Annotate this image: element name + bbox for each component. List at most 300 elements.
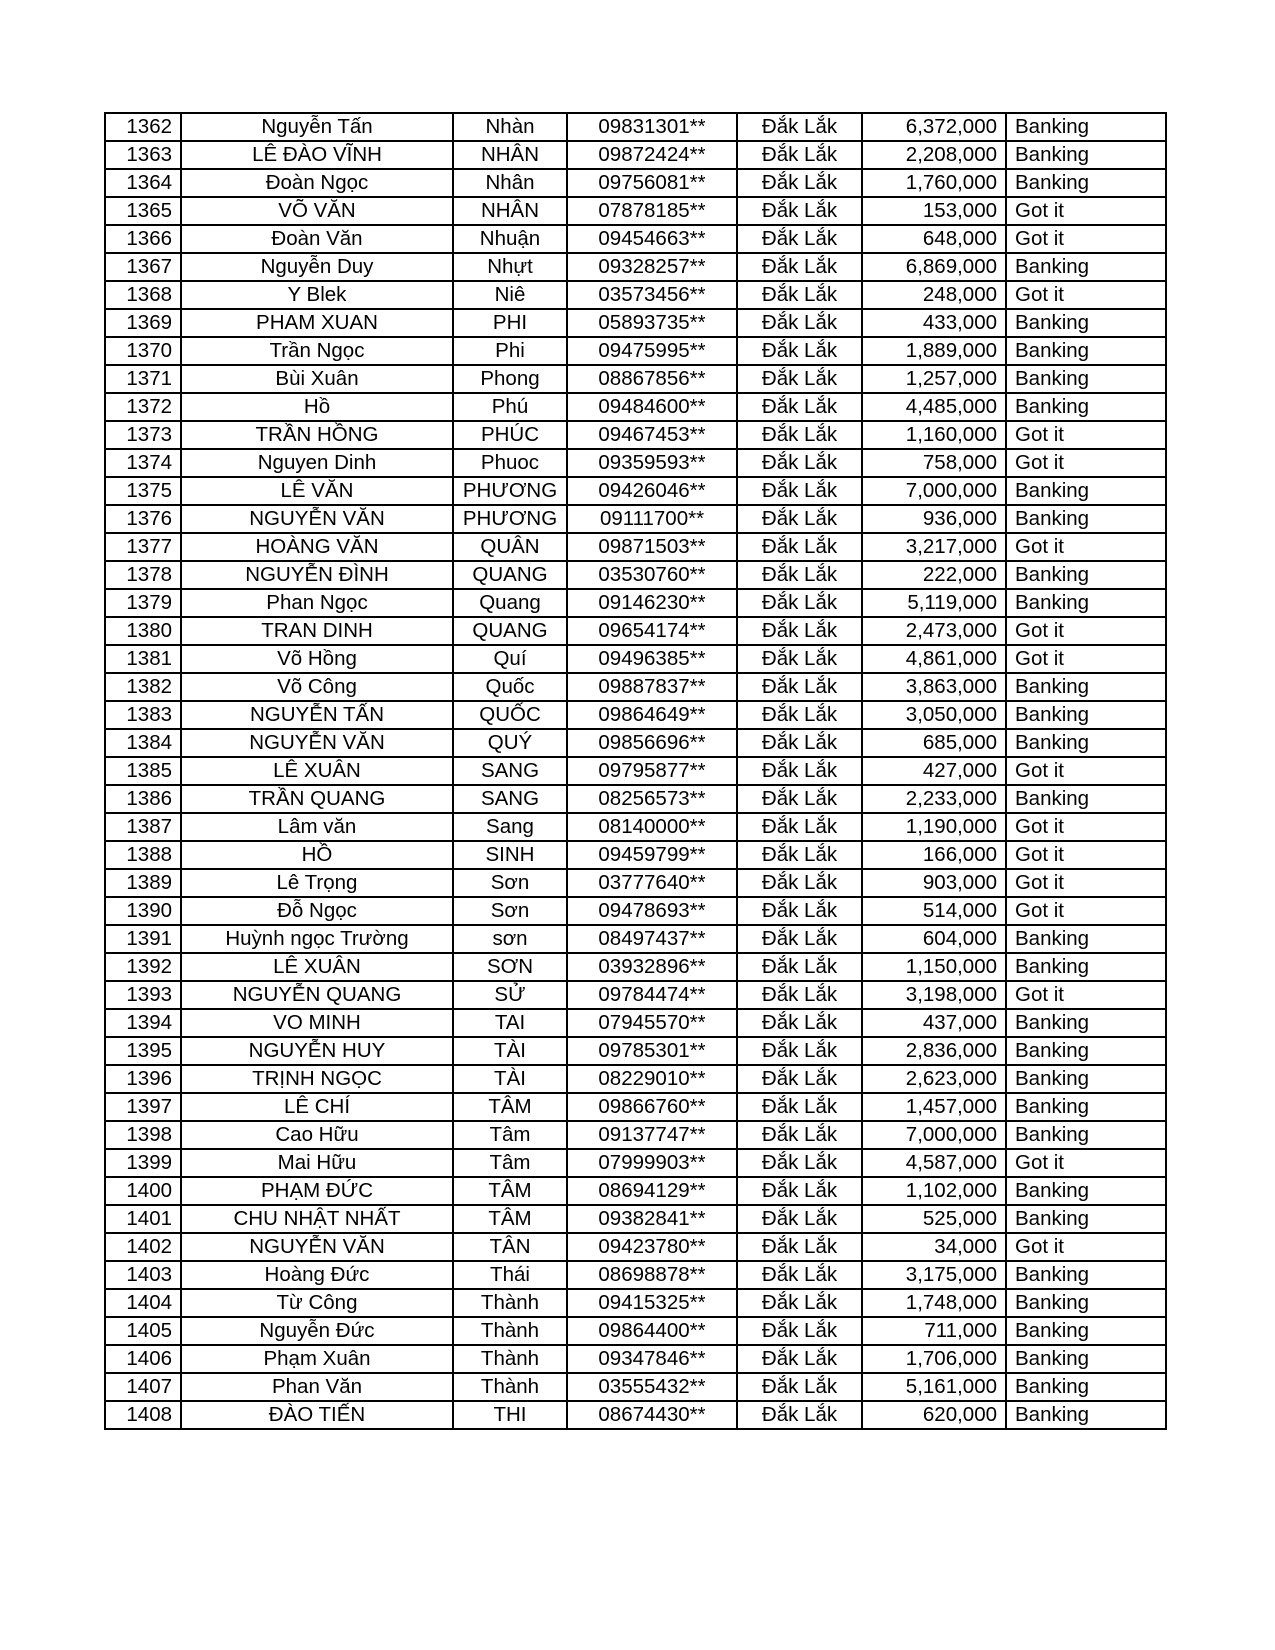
amount-cell: 758,000 <box>862 449 1006 477</box>
table-row <box>105 141 1166 169</box>
phone-number-cell: 09359593** <box>567 449 737 477</box>
table-row <box>105 1037 1166 1065</box>
amount-cell: 2,473,000 <box>862 617 1006 645</box>
phone-number-cell: 09347846** <box>567 1345 737 1373</box>
table-row <box>105 925 1166 953</box>
table-row <box>105 645 1166 673</box>
amount-cell: 1,160,000 <box>862 421 1006 449</box>
last-middle-name-cell: PHẠM ĐỨC <box>181 1177 453 1205</box>
last-middle-name-cell: Phan Ngọc <box>181 589 453 617</box>
row-number-cell: 1373 <box>105 421 181 449</box>
table-row <box>105 953 1166 981</box>
row-number-cell: 1392 <box>105 953 181 981</box>
payment-method-cell: Got it <box>1006 813 1166 841</box>
last-middle-name-cell: TRAN DINH <box>181 617 453 645</box>
province-cell: Đắk Lắk <box>737 1401 862 1429</box>
payment-method-cell: Banking <box>1006 141 1166 169</box>
payment-method-cell: Got it <box>1006 869 1166 897</box>
row-number-cell: 1375 <box>105 477 181 505</box>
last-middle-name-cell: Nguyễn Đức <box>181 1317 453 1345</box>
table-row <box>105 337 1166 365</box>
row-number-cell: 1407 <box>105 1373 181 1401</box>
payment-method-cell: Got it <box>1006 449 1166 477</box>
last-middle-name-cell: NGUYỄN HUY <box>181 1037 453 1065</box>
phone-number-cell: 08867856** <box>567 365 737 393</box>
row-number-cell: 1396 <box>105 1065 181 1093</box>
row-number-cell: 1366 <box>105 225 181 253</box>
table-row <box>105 589 1166 617</box>
last-middle-name-cell: ĐÀO TIẾN <box>181 1401 453 1429</box>
last-middle-name-cell: LÊ XUÂN <box>181 953 453 981</box>
amount-cell: 3,217,000 <box>862 533 1006 561</box>
amount-cell: 2,208,000 <box>862 141 1006 169</box>
phone-number-cell: 08674430** <box>567 1401 737 1429</box>
payment-method-cell: Banking <box>1006 1317 1166 1345</box>
province-cell: Đắk Lắk <box>737 309 862 337</box>
row-number-cell: 1384 <box>105 729 181 757</box>
phone-number-cell: 03530760** <box>567 561 737 589</box>
first-name-cell: Phi <box>453 337 567 365</box>
province-cell: Đắk Lắk <box>737 477 862 505</box>
phone-number-cell: 09785301** <box>567 1037 737 1065</box>
row-number-cell: 1387 <box>105 813 181 841</box>
last-middle-name-cell: Võ Công <box>181 673 453 701</box>
row-number-cell: 1372 <box>105 393 181 421</box>
table-row <box>105 225 1166 253</box>
phone-number-cell: 09484600** <box>567 393 737 421</box>
first-name-cell: NHÂN <box>453 141 567 169</box>
first-name-cell: TÂM <box>453 1093 567 1121</box>
table-row <box>105 1233 1166 1261</box>
last-middle-name-cell: Trần Ngọc <box>181 337 453 365</box>
phone-number-cell: 05893735** <box>567 309 737 337</box>
first-name-cell: Tâm <box>453 1149 567 1177</box>
payment-method-cell: Banking <box>1006 393 1166 421</box>
first-name-cell: TÂM <box>453 1205 567 1233</box>
row-number-cell: 1397 <box>105 1093 181 1121</box>
row-number-cell: 1385 <box>105 757 181 785</box>
amount-cell: 437,000 <box>862 1009 1006 1037</box>
row-number-cell: 1391 <box>105 925 181 953</box>
last-middle-name-cell: TRẦN QUANG <box>181 785 453 813</box>
province-cell: Đắk Lắk <box>737 757 862 785</box>
row-number-cell: 1405 <box>105 1317 181 1345</box>
phone-number-cell: 03932896** <box>567 953 737 981</box>
row-number-cell: 1376 <box>105 505 181 533</box>
amount-cell: 3,175,000 <box>862 1261 1006 1289</box>
phone-number-cell: 03555432** <box>567 1373 737 1401</box>
province-cell: Đắk Lắk <box>737 141 862 169</box>
row-number-cell: 1404 <box>105 1289 181 1317</box>
amount-cell: 222,000 <box>862 561 1006 589</box>
payment-method-cell: Banking <box>1006 505 1166 533</box>
first-name-cell: Sơn <box>453 897 567 925</box>
amount-cell: 685,000 <box>862 729 1006 757</box>
first-name-cell: Tâm <box>453 1121 567 1149</box>
amount-cell: 433,000 <box>862 309 1006 337</box>
payment-method-cell: Banking <box>1006 589 1166 617</box>
payment-method-cell: Banking <box>1006 1177 1166 1205</box>
row-number-cell: 1364 <box>105 169 181 197</box>
amount-cell: 1,150,000 <box>862 953 1006 981</box>
table-row <box>105 1121 1166 1149</box>
phone-number-cell: 03573456** <box>567 281 737 309</box>
payment-method-cell: Got it <box>1006 197 1166 225</box>
phone-number-cell: 07878185** <box>567 197 737 225</box>
payment-method-cell: Banking <box>1006 477 1166 505</box>
last-middle-name-cell: Cao Hữu <box>181 1121 453 1149</box>
last-middle-name-cell: VÕ VĂN <box>181 197 453 225</box>
payment-method-cell: Banking <box>1006 337 1166 365</box>
row-number-cell: 1401 <box>105 1205 181 1233</box>
province-cell: Đắk Lắk <box>737 925 862 953</box>
amount-cell: 5,119,000 <box>862 589 1006 617</box>
last-middle-name-cell: Đỗ Ngọc <box>181 897 453 925</box>
phone-number-cell: 08140000** <box>567 813 737 841</box>
row-number-cell: 1382 <box>105 673 181 701</box>
first-name-cell: PHÚC <box>453 421 567 449</box>
phone-number-cell: 09478693** <box>567 897 737 925</box>
province-cell: Đắk Lắk <box>737 1065 862 1093</box>
table-row <box>105 1177 1166 1205</box>
payment-method-cell: Banking <box>1006 1065 1166 1093</box>
last-middle-name-cell: NGUYỄN VĂN <box>181 505 453 533</box>
first-name-cell: Nhàn <box>453 113 567 141</box>
row-number-cell: 1365 <box>105 197 181 225</box>
table-row <box>105 1261 1166 1289</box>
table-row <box>105 533 1166 561</box>
last-middle-name-cell: Nguyễn Duy <box>181 253 453 281</box>
first-name-cell: Nhân <box>453 169 567 197</box>
province-cell: Đắk Lắk <box>737 337 862 365</box>
phone-number-cell: 08698878** <box>567 1261 737 1289</box>
row-number-cell: 1371 <box>105 365 181 393</box>
phone-number-cell: 03777640** <box>567 869 737 897</box>
last-middle-name-cell: LÊ VĂN <box>181 477 453 505</box>
row-number-cell: 1368 <box>105 281 181 309</box>
province-cell: Đắk Lắk <box>737 169 862 197</box>
phone-number-cell: 09382841** <box>567 1205 737 1233</box>
row-number-cell: 1399 <box>105 1149 181 1177</box>
phone-number-cell: 09856696** <box>567 729 737 757</box>
last-middle-name-cell: Nguyen Dinh <box>181 449 453 477</box>
payment-method-cell: Banking <box>1006 1373 1166 1401</box>
province-cell: Đắk Lắk <box>737 225 862 253</box>
table-row <box>105 869 1166 897</box>
table-row <box>105 1205 1166 1233</box>
amount-cell: 525,000 <box>862 1205 1006 1233</box>
phone-number-cell: 09467453** <box>567 421 737 449</box>
payment-method-cell: Got it <box>1006 281 1166 309</box>
amount-cell: 3,863,000 <box>862 673 1006 701</box>
payment-method-cell: Banking <box>1006 925 1166 953</box>
first-name-cell: Phuoc <box>453 449 567 477</box>
first-name-cell: SANG <box>453 785 567 813</box>
province-cell: Đắk Lắk <box>737 253 862 281</box>
last-middle-name-cell: Bùi Xuân <box>181 365 453 393</box>
province-cell: Đắk Lắk <box>737 505 862 533</box>
table-row <box>105 561 1166 589</box>
payment-method-cell: Banking <box>1006 365 1166 393</box>
first-name-cell: Thành <box>453 1345 567 1373</box>
row-number-cell: 1378 <box>105 561 181 589</box>
province-cell: Đắk Lắk <box>737 1289 862 1317</box>
row-number-cell: 1369 <box>105 309 181 337</box>
last-middle-name-cell: Hoàng Đức <box>181 1261 453 1289</box>
last-middle-name-cell: NGUYỄN QUANG <box>181 981 453 1009</box>
amount-cell: 427,000 <box>862 757 1006 785</box>
table-row <box>105 1065 1166 1093</box>
table-row <box>105 701 1166 729</box>
last-middle-name-cell: PHAM XUAN <box>181 309 453 337</box>
payment-method-cell: Got it <box>1006 225 1166 253</box>
phone-number-cell: 09864400** <box>567 1317 737 1345</box>
phone-number-cell: 08229010** <box>567 1065 737 1093</box>
phone-number-cell: 09864649** <box>567 701 737 729</box>
payment-method-cell: Banking <box>1006 1289 1166 1317</box>
last-middle-name-cell: Đoàn Ngọc <box>181 169 453 197</box>
table-body <box>105 113 1166 1429</box>
first-name-cell: Phong <box>453 365 567 393</box>
province-cell: Đắk Lắk <box>737 729 862 757</box>
last-middle-name-cell: NGUYỄN VĂN <box>181 1233 453 1261</box>
amount-cell: 166,000 <box>862 841 1006 869</box>
table-row <box>105 1401 1166 1429</box>
payment-method-cell: Banking <box>1006 561 1166 589</box>
table-row <box>105 309 1166 337</box>
last-middle-name-cell: LÊ CHÍ <box>181 1093 453 1121</box>
province-cell: Đắk Lắk <box>737 673 862 701</box>
first-name-cell: TAI <box>453 1009 567 1037</box>
table-row <box>105 477 1166 505</box>
row-number-cell: 1406 <box>105 1345 181 1373</box>
amount-cell: 2,233,000 <box>862 785 1006 813</box>
table-row <box>105 1289 1166 1317</box>
phone-number-cell: 09111700** <box>567 505 737 533</box>
amount-cell: 4,861,000 <box>862 645 1006 673</box>
amount-cell: 6,372,000 <box>862 113 1006 141</box>
amount-cell: 4,485,000 <box>862 393 1006 421</box>
phone-number-cell: 09454663** <box>567 225 737 253</box>
last-middle-name-cell: Lâm văn <box>181 813 453 841</box>
province-cell: Đắk Lắk <box>737 1149 862 1177</box>
amount-cell: 1,760,000 <box>862 169 1006 197</box>
amount-cell: 1,457,000 <box>862 1093 1006 1121</box>
province-cell: Đắk Lắk <box>737 113 862 141</box>
payment-method-cell: Banking <box>1006 1261 1166 1289</box>
phone-number-cell: 09795877** <box>567 757 737 785</box>
row-number-cell: 1388 <box>105 841 181 869</box>
table-row <box>105 1093 1166 1121</box>
table-row <box>105 197 1166 225</box>
payment-method-cell: Got it <box>1006 1233 1166 1261</box>
province-cell: Đắk Lắk <box>737 1373 862 1401</box>
last-middle-name-cell: Mai Hữu <box>181 1149 453 1177</box>
table-row <box>105 421 1166 449</box>
province-cell: Đắk Lắk <box>737 1205 862 1233</box>
province-cell: Đắk Lắk <box>737 421 862 449</box>
table-row <box>105 1317 1166 1345</box>
phone-number-cell: 09654174** <box>567 617 737 645</box>
amount-cell: 248,000 <box>862 281 1006 309</box>
province-cell: Đắk Lắk <box>737 813 862 841</box>
row-number-cell: 1386 <box>105 785 181 813</box>
phone-number-cell: 09887837** <box>567 673 737 701</box>
payment-method-cell: Banking <box>1006 701 1166 729</box>
row-number-cell: 1381 <box>105 645 181 673</box>
payment-method-cell: Got it <box>1006 533 1166 561</box>
province-cell: Đắk Lắk <box>737 1317 862 1345</box>
last-middle-name-cell: HOÀNG VĂN <box>181 533 453 561</box>
amount-cell: 1,257,000 <box>862 365 1006 393</box>
amount-cell: 153,000 <box>862 197 1006 225</box>
phone-number-cell: 08497437** <box>567 925 737 953</box>
first-name-cell: Sang <box>453 813 567 841</box>
payment-method-cell: Banking <box>1006 1205 1166 1233</box>
province-cell: Đắk Lắk <box>737 841 862 869</box>
table-row <box>105 729 1166 757</box>
table-row <box>105 393 1166 421</box>
row-number-cell: 1394 <box>105 1009 181 1037</box>
first-name-cell: Thành <box>453 1373 567 1401</box>
payment-method-cell: Banking <box>1006 729 1166 757</box>
amount-cell: 711,000 <box>862 1317 1006 1345</box>
payment-method-cell: Got it <box>1006 1149 1166 1177</box>
province-cell: Đắk Lắk <box>737 785 862 813</box>
first-name-cell: Nhựt <box>453 253 567 281</box>
province-cell: Đắk Lắk <box>737 617 862 645</box>
phone-number-cell: 09475995** <box>567 337 737 365</box>
first-name-cell: Thái <box>453 1261 567 1289</box>
province-cell: Đắk Lắk <box>737 645 862 673</box>
amount-cell: 7,000,000 <box>862 477 1006 505</box>
last-middle-name-cell: TRỊNH NGỌC <box>181 1065 453 1093</box>
province-cell: Đắk Lắk <box>737 1177 862 1205</box>
province-cell: Đắk Lắk <box>737 449 862 477</box>
last-middle-name-cell: Nguyễn Tấn <box>181 113 453 141</box>
payment-method-cell: Banking <box>1006 785 1166 813</box>
phone-number-cell: 09872424** <box>567 141 737 169</box>
payment-method-cell: Banking <box>1006 1009 1166 1037</box>
first-name-cell: NHÂN <box>453 197 567 225</box>
payment-method-cell: Got it <box>1006 897 1166 925</box>
payment-method-cell: Banking <box>1006 1345 1166 1373</box>
phone-number-cell: 09423780** <box>567 1233 737 1261</box>
last-middle-name-cell: TRẦN HỒNG <box>181 421 453 449</box>
phone-number-cell: 09137747** <box>567 1121 737 1149</box>
amount-cell: 620,000 <box>862 1401 1006 1429</box>
last-middle-name-cell: Huỳnh ngọc Trường <box>181 925 453 953</box>
payment-method-cell: Banking <box>1006 309 1166 337</box>
amount-cell: 3,050,000 <box>862 701 1006 729</box>
last-middle-name-cell: Từ Công <box>181 1289 453 1317</box>
phone-number-cell: 09496385** <box>567 645 737 673</box>
first-name-cell: SƠN <box>453 953 567 981</box>
payment-method-cell: Got it <box>1006 841 1166 869</box>
last-middle-name-cell: LÊ XUÂN <box>181 757 453 785</box>
last-middle-name-cell: Hồ <box>181 393 453 421</box>
amount-cell: 903,000 <box>862 869 1006 897</box>
amount-cell: 1,748,000 <box>862 1289 1006 1317</box>
province-cell: Đắk Lắk <box>737 1121 862 1149</box>
first-name-cell: Thành <box>453 1317 567 1345</box>
province-cell: Đắk Lắk <box>737 365 862 393</box>
phone-number-cell: 09415325** <box>567 1289 737 1317</box>
row-number-cell: 1363 <box>105 141 181 169</box>
first-name-cell: PHƯƠNG <box>453 477 567 505</box>
first-name-cell: Quốc <box>453 673 567 701</box>
table-row <box>105 169 1166 197</box>
row-number-cell: 1393 <box>105 981 181 1009</box>
province-cell: Đắk Lắk <box>737 561 862 589</box>
first-name-cell: SINH <box>453 841 567 869</box>
first-name-cell: THI <box>453 1401 567 1429</box>
phone-number-cell: 09459799** <box>567 841 737 869</box>
row-number-cell: 1367 <box>105 253 181 281</box>
row-number-cell: 1403 <box>105 1261 181 1289</box>
province-cell: Đắk Lắk <box>737 869 862 897</box>
first-name-cell: QUỐC <box>453 701 567 729</box>
amount-cell: 34,000 <box>862 1233 1006 1261</box>
amount-cell: 5,161,000 <box>862 1373 1006 1401</box>
table-row <box>105 981 1166 1009</box>
province-cell: Đắk Lắk <box>737 197 862 225</box>
row-number-cell: 1377 <box>105 533 181 561</box>
first-name-cell: QUANG <box>453 561 567 589</box>
first-name-cell: Sơn <box>453 869 567 897</box>
phone-number-cell: 09784474** <box>567 981 737 1009</box>
payment-method-cell: Banking <box>1006 953 1166 981</box>
phone-number-cell: 08256573** <box>567 785 737 813</box>
amount-cell: 1,190,000 <box>862 813 1006 841</box>
phone-number-cell: 07945570** <box>567 1009 737 1037</box>
last-middle-name-cell: Y Blek <box>181 281 453 309</box>
phone-number-cell: 09756081** <box>567 169 737 197</box>
province-cell: Đắk Lắk <box>737 1261 862 1289</box>
first-name-cell: PHƯƠNG <box>453 505 567 533</box>
first-name-cell: QUÝ <box>453 729 567 757</box>
payment-method-cell: Banking <box>1006 1401 1166 1429</box>
province-cell: Đắk Lắk <box>737 953 862 981</box>
table-row <box>105 757 1166 785</box>
table-row <box>105 505 1166 533</box>
payment-method-cell: Banking <box>1006 1037 1166 1065</box>
row-number-cell: 1400 <box>105 1177 181 1205</box>
row-number-cell: 1362 <box>105 113 181 141</box>
row-number-cell: 1398 <box>105 1121 181 1149</box>
last-middle-name-cell: Đoàn Văn <box>181 225 453 253</box>
first-name-cell: TÀI <box>453 1065 567 1093</box>
last-middle-name-cell: Võ Hồng <box>181 645 453 673</box>
province-cell: Đắk Lắk <box>737 1345 862 1373</box>
phone-number-cell: 09866760** <box>567 1093 737 1121</box>
first-name-cell: Thành <box>453 1289 567 1317</box>
first-name-cell: Quí <box>453 645 567 673</box>
records-table <box>104 112 1167 1430</box>
province-cell: Đắk Lắk <box>737 1233 862 1261</box>
amount-cell: 2,623,000 <box>862 1065 1006 1093</box>
amount-cell: 7,000,000 <box>862 1121 1006 1149</box>
table-row <box>105 281 1166 309</box>
row-number-cell: 1390 <box>105 897 181 925</box>
first-name-cell: PHI <box>453 309 567 337</box>
last-middle-name-cell: VO MINH <box>181 1009 453 1037</box>
province-cell: Đắk Lắk <box>737 1009 862 1037</box>
payment-method-cell: Banking <box>1006 1121 1166 1149</box>
first-name-cell: QUÂN <box>453 533 567 561</box>
row-number-cell: 1402 <box>105 1233 181 1261</box>
table-row <box>105 897 1166 925</box>
